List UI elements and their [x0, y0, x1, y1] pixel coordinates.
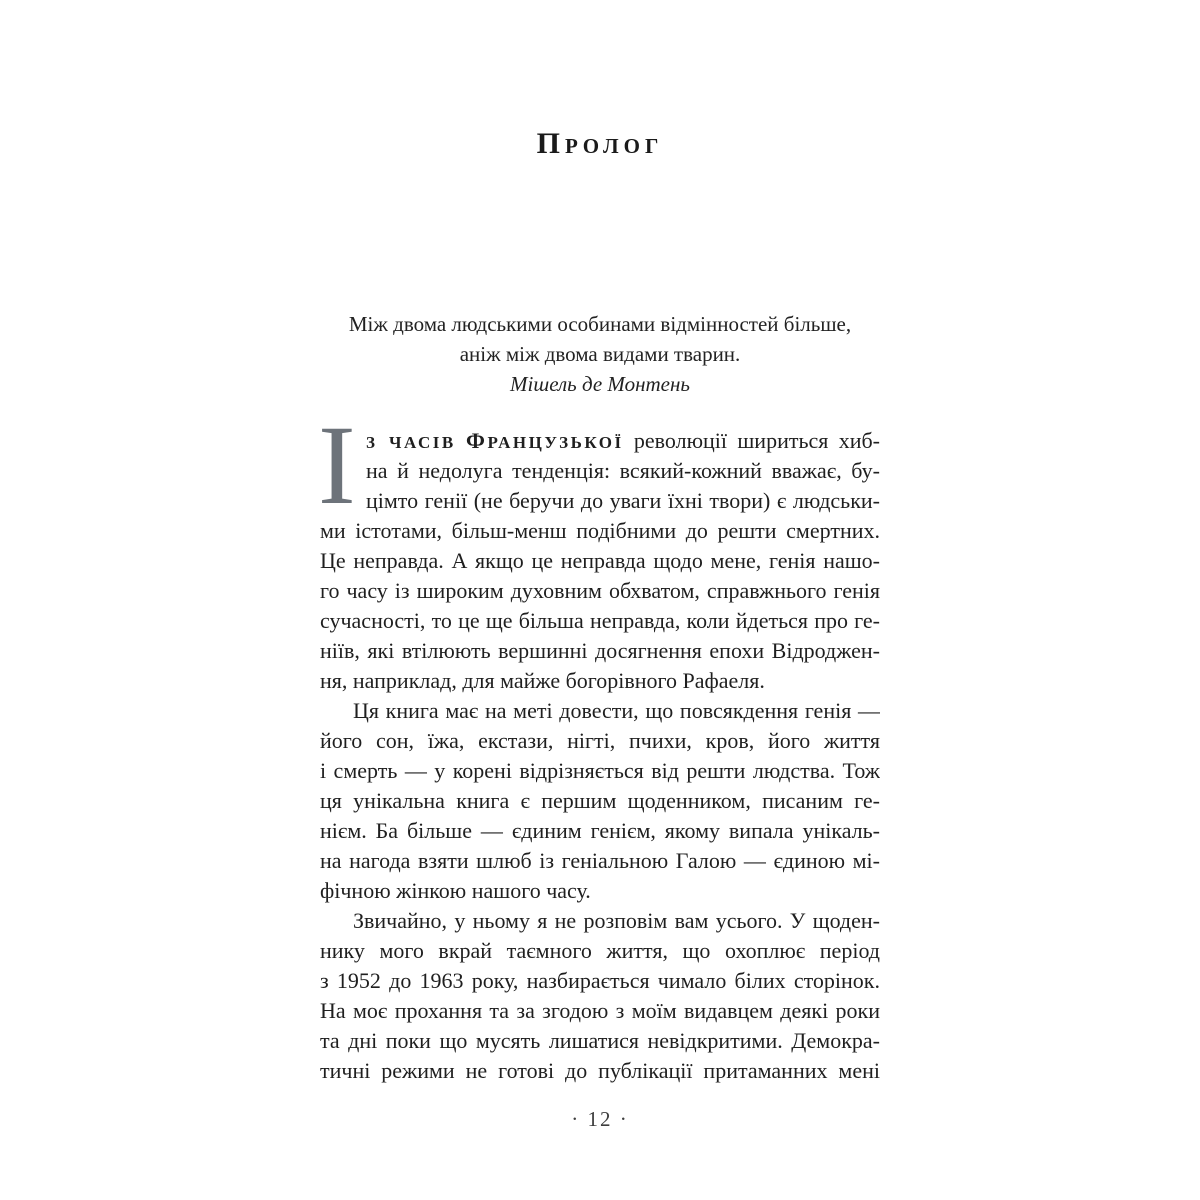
epigraph: [320, 309, 880, 399]
text-line: нієм. Ба більше — єдиним генієм, якому випала унікаль-: [320, 818, 880, 843]
text-line: ня, наприклад, для майже богорівного Рафаеля.: [320, 668, 765, 693]
text-line: на й недолуга тенденція: всякий-кожний вважає, бу-: [366, 458, 880, 483]
body-text: [318, 403, 880, 1086]
text-line: [366, 426, 880, 456]
page-number: · 12 ·: [571, 1107, 629, 1131]
smallcaps-lead: РАНЦУЗЬКОЇ: [487, 433, 624, 452]
text-line: на нагода взяти шлюб із геніальною Галою — єдиною мі-: [320, 848, 880, 873]
text-line: Це неправда. А якщо це неправда щодо мене, генія нашо-: [320, 548, 880, 573]
text-line: ця унікальна книга є першим щоденником, писаним ге-: [320, 788, 880, 813]
text-line: тичні режими не готові до публікації притаманних мені: [320, 1058, 880, 1083]
text-line: фічною жінкою нашого часу.: [320, 878, 591, 903]
chapter-title: [0, 124, 1200, 164]
text-line: ніїв, які втілюють вершинні досягнення епохи Відроджен-: [320, 638, 880, 663]
text-line-tail: революції шириться хиб-: [633, 428, 880, 453]
text-line: його сон, їжа, екстази, нігті, пчихи, кров, його життя: [320, 728, 880, 753]
text-line: цімто генії (не беручи до уваги їхні твори) є людськи-: [366, 488, 880, 513]
epigraph-line: аніж між двома видами тварин.: [459, 342, 741, 366]
text-line: Ця книга має на меті довести, що повсякдення генія —: [353, 698, 880, 723]
smallcaps-lead-capital: Ф: [466, 428, 488, 453]
text-line: з 1952 до 1963 року, назбирається чимало білих сторінок.: [320, 968, 880, 993]
text-line: сучасності, то це ще більша неправда, коли йдеться про ге-: [320, 608, 880, 633]
drop-cap-letter: І: [318, 403, 356, 528]
smallcaps-lead: З ЧАСІВ: [366, 433, 456, 452]
text-line: та дні поки що мусять лишатися невідкритими. Демокра-: [320, 1028, 880, 1053]
epigraph-line: Між двома людськими особинами відмінностей більше,: [348, 312, 852, 336]
text-line: і смерть — у корені відрізняється від решти людства. Тож: [320, 758, 880, 783]
text-line: Звичайно, у ньому я не розповім вам усього. У щоден-: [353, 908, 880, 933]
paragraph-3: [320, 906, 880, 1086]
text-line: го часу із широким духовним обхватом, справжнього генія: [320, 578, 880, 603]
chapter-title-smallcaps: РОЛОГ: [565, 134, 664, 159]
paragraph-1: [318, 403, 880, 696]
epigraph-attribution: Мішель де Монтень: [510, 372, 690, 396]
chapter-title-initial: П: [536, 127, 565, 161]
text-line: На моє прохання та за згодою з моїм видавцем деякі роки: [320, 998, 880, 1023]
text-line: нику мого вкрай таємного життя, що охоплює період: [320, 938, 880, 963]
paragraph-2: [320, 696, 880, 906]
text-line: ми істотами, більш-менш подібними до решти смертних.: [320, 518, 880, 543]
